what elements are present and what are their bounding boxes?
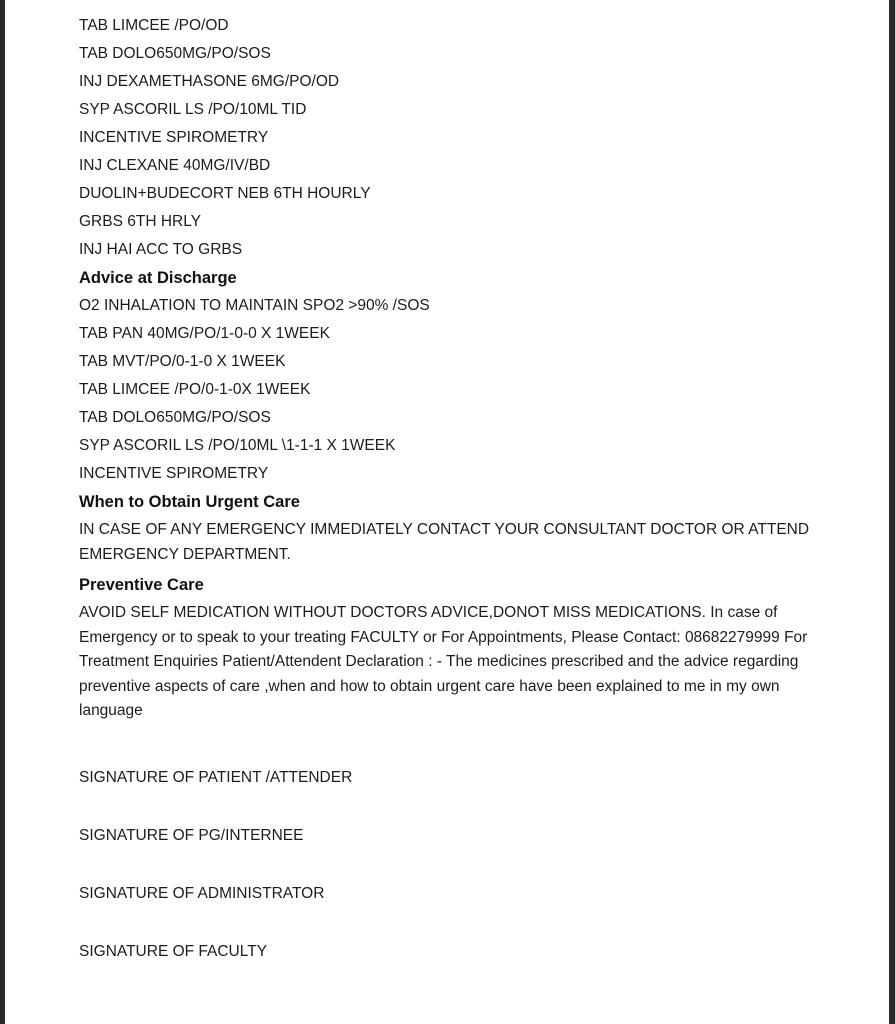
advice-item: SYP ASCORIL LS /PO/10ML \1-1-1 X 1WEEK <box>79 437 396 454</box>
medication-item: TAB LIMCEE /PO/OD <box>79 17 229 34</box>
signature-pg-internee: SIGNATURE OF PG/INTERNEE <box>79 826 304 844</box>
urgent-care-text: IN CASE OF ANY EMERGENCY IMMEDIATELY CONTACT YOUR CONSULTANT DOCTOR OR ATTEND EMERGENCY DEPARTMENT. <box>79 521 810 563</box>
urgent-care-section <box>79 490 819 567</box>
medication-item: TAB DOLO650MG/PO/SOS <box>79 45 271 62</box>
advice-item: INCENTIVE SPIROMETRY <box>79 465 269 482</box>
medication-item: INJ CLEXANE 40MG/IV/BD <box>79 157 271 174</box>
advice-section <box>79 266 819 490</box>
medication-item: SYP ASCORIL LS /PO/10ML TID <box>79 101 307 118</box>
signature-faculty: SIGNATURE OF FACULTY <box>79 942 268 960</box>
preventive-care-text: AVOID SELF MEDICATION WITHOUT DOCTORS ADVICE,DONOT MISS MEDICATIONS. In case of Emergency or to speak to your treating FACULTY or For Appointments, Please Contact: 08682279999 For Treatment Enquiries Patient/Attendent Declaration : - The medicines prescribed and the advice regarding preventive aspects of care ,when and how to obtain urgent care have been explained to me in my own language <box>79 604 808 719</box>
preventive-care-heading: Preventive Care <box>79 576 204 594</box>
advice-item: TAB DOLO650MG/PO/SOS <box>79 409 271 426</box>
preventive-care-section <box>79 573 819 724</box>
medication-item: INJ DEXAMETHASONE 6MG/PO/OD <box>79 73 340 90</box>
medication-item: INCENTIVE SPIROMETRY <box>79 129 269 146</box>
advice-item: O2 INHALATION TO MAINTAIN SPO2 >90% /SOS <box>79 297 430 314</box>
signature-section <box>79 766 819 964</box>
medication-item: INJ HAI ACC TO GRBS <box>79 241 243 258</box>
advice-heading: Advice at Discharge <box>79 269 237 287</box>
advice-item: TAB LIMCEE /PO/0-1-0X 1WEEK <box>79 381 311 398</box>
medication-item: GRBS 6TH HRLY <box>79 213 202 230</box>
signature-administrator: SIGNATURE OF ADMINISTRATOR <box>79 884 325 902</box>
medication-item: DUOLIN+BUDECORT NEB 6TH HOURLY <box>79 185 371 202</box>
advice-item: TAB MVT/PO/0-1-0 X 1WEEK <box>79 353 286 370</box>
advice-item: TAB PAN 40MG/PO/1-0-0 X 1WEEK <box>79 325 330 342</box>
signature-patient: SIGNATURE OF PATIENT /ATTENDER <box>79 768 353 786</box>
document-page <box>5 0 889 1024</box>
urgent-care-heading: When to Obtain Urgent Care <box>79 493 300 511</box>
medication-list <box>79 14 819 266</box>
document-content <box>79 14 819 964</box>
